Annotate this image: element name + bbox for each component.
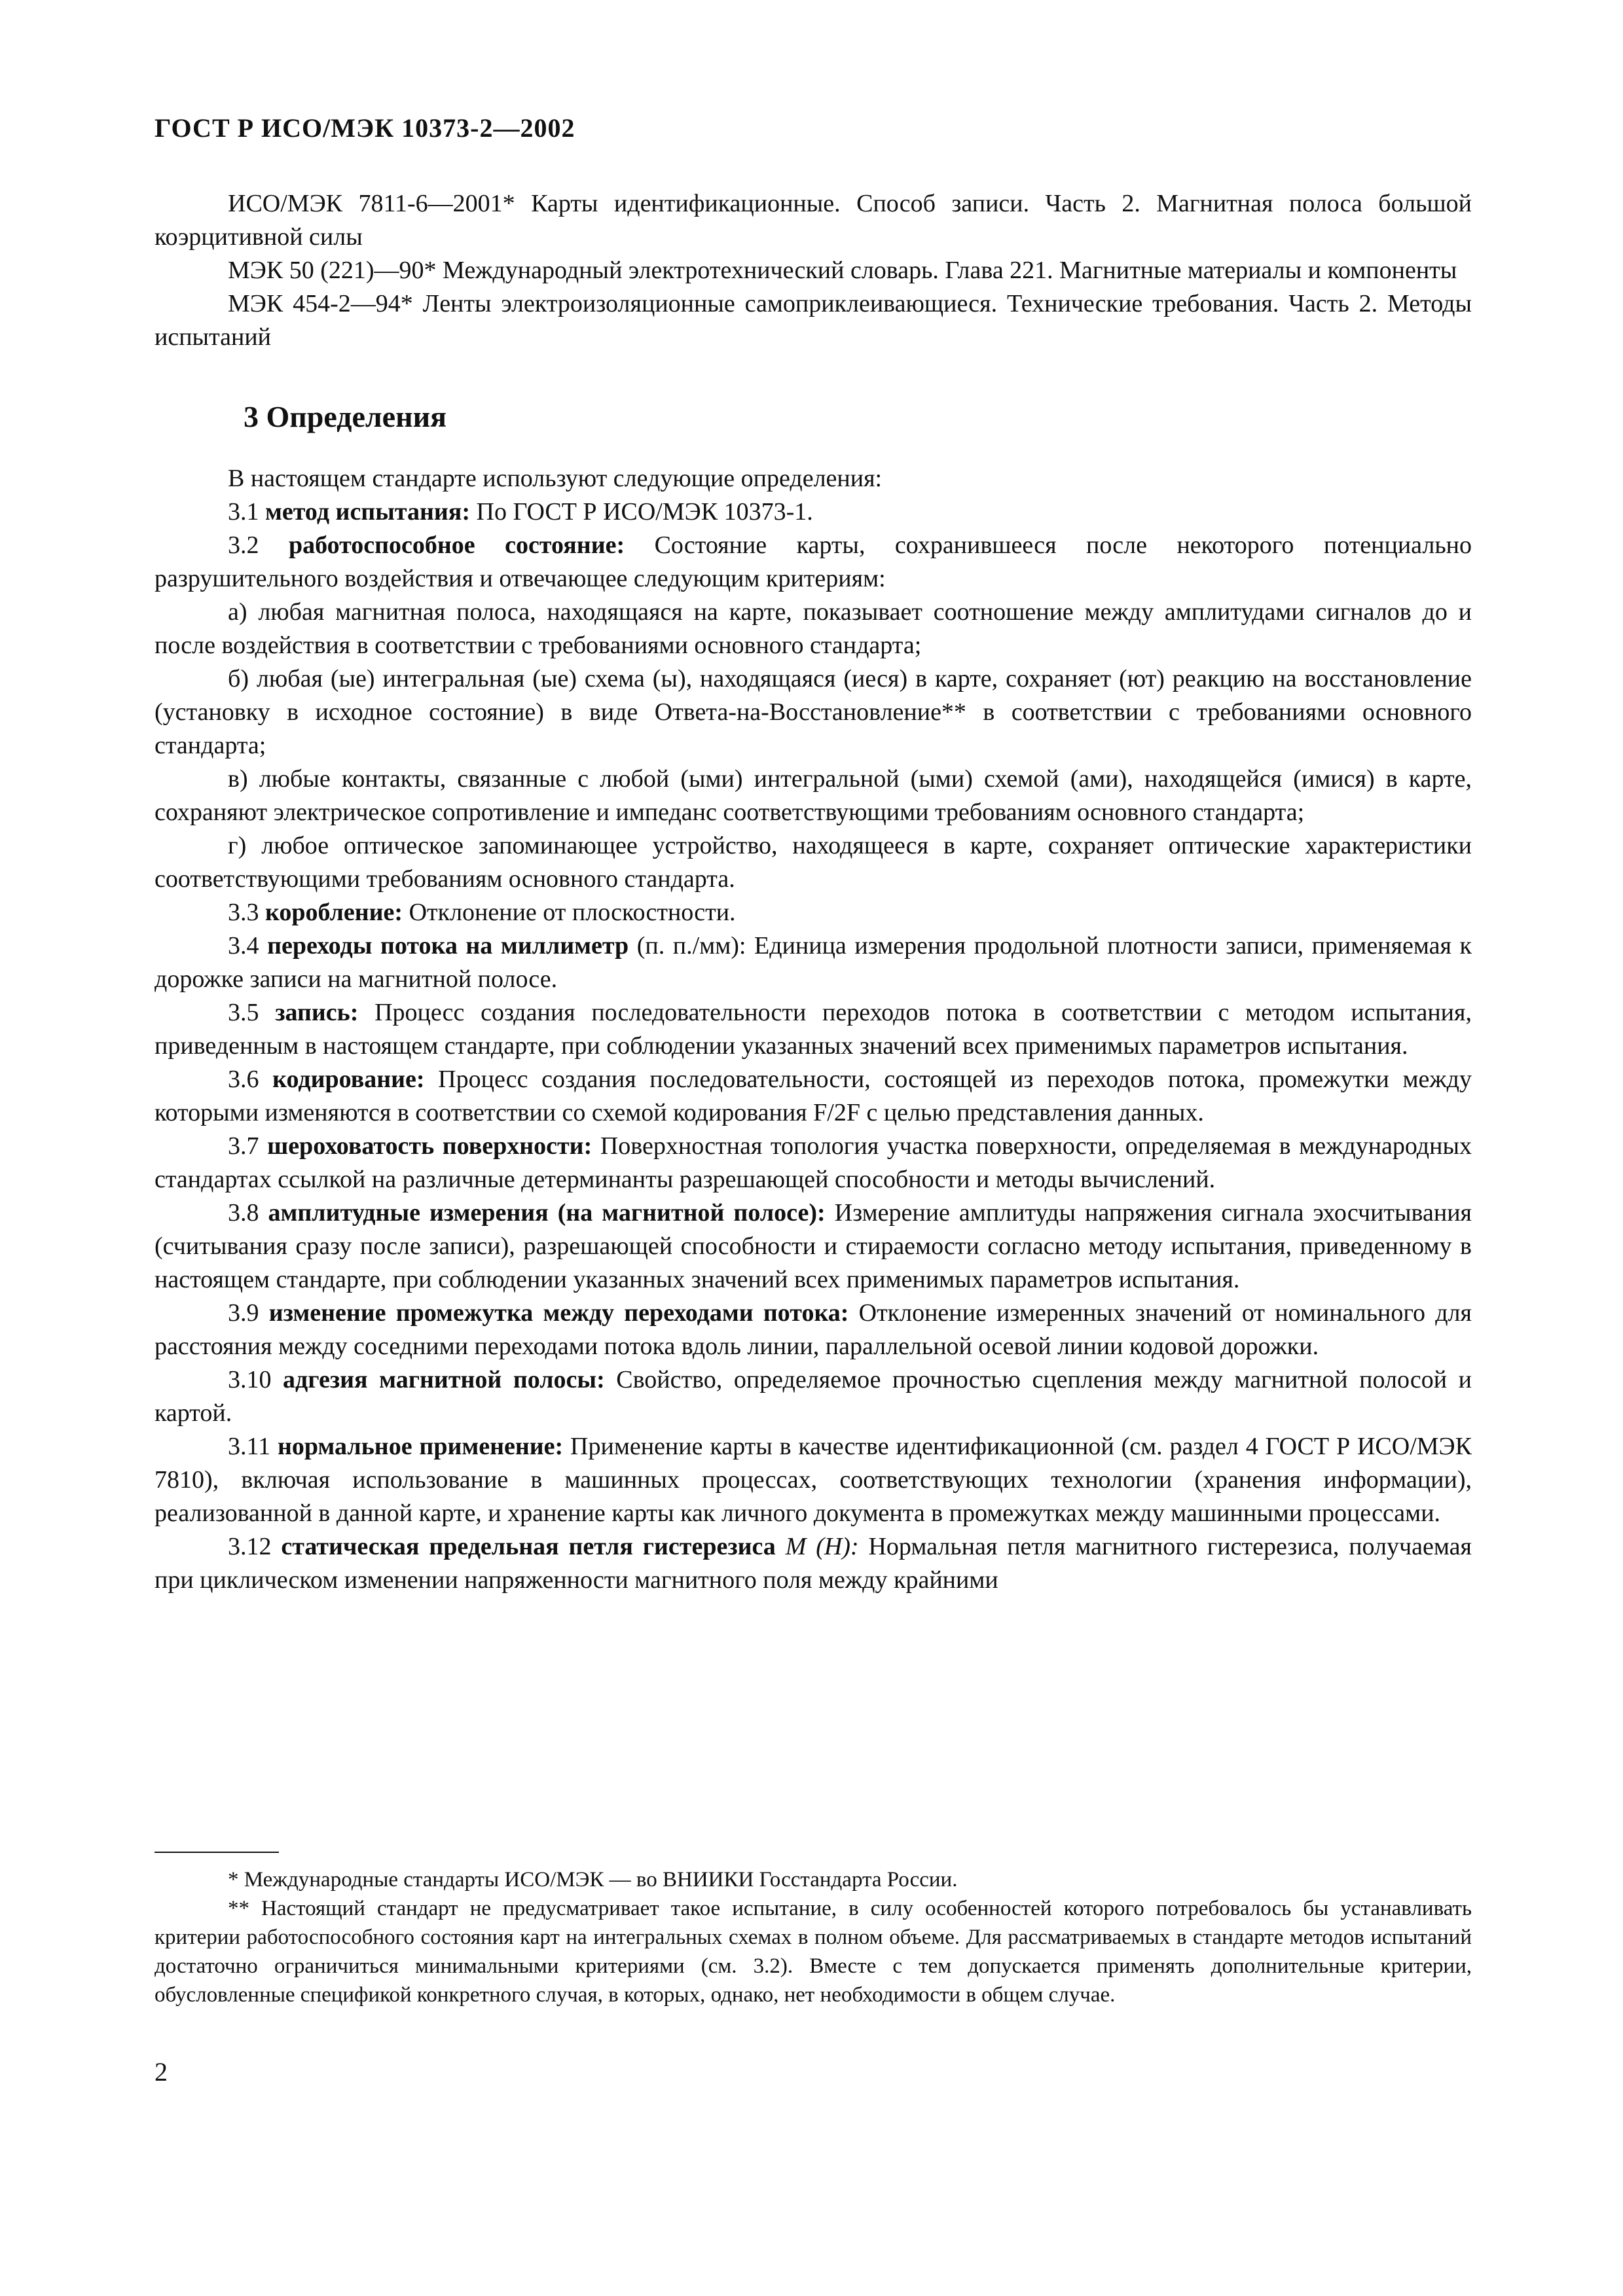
definition-term: статическая предельная петля гистерезиса <box>281 1533 776 1560</box>
definition-3-7 <box>155 1130 1472 1196</box>
footnote: * Международные стандарты ИСО/МЭК — во ВНИИКИ Госстандарта России. <box>228 1868 958 1892</box>
definition-term: шероховатость поверхности: <box>267 1132 593 1160</box>
definition-number: 3.2 <box>228 531 259 559</box>
definition-number: 3.1 <box>228 498 259 526</box>
definition-3-1 <box>155 495 1472 529</box>
criterion-item: в) любые контакты, связанные с любой (ыми) интегральной (ыми) схемой (ами), находящейся (имися) в карте, сохраняют электрическое сопротивление и импеданс соответствующими требованиям основного стандарта; <box>155 765 1472 826</box>
definition-number: 3.8 <box>228 1199 259 1227</box>
criterion-item: б) любая (ые) интегральная (ые) схема (ы), находящаяся (иеся) в карте, сохраняет (ют) реакцию на восстановление (установку в исходное состояние) в виде Ответа-на-Восстановление** в соответствии с требованиями основного стандарта; <box>155 665 1472 759</box>
definition-text: Применение карты в качестве идентификационной (см. раздел 4 ГОСТ Р ИСО/МЭК 7810), включая использование в машинных процессах, соответствующих технологии (хранения информации), реализованной в данной карте, и хранение карты как личного документа в промежутках между машинными процессами. <box>155 1433 1472 1527</box>
definition-term: нормальное применение: <box>277 1433 564 1460</box>
definition-text: Отклонение от плоскостности. <box>403 899 736 926</box>
definition-number: 3.5 <box>228 999 259 1026</box>
definition-3-6 <box>155 1063 1472 1130</box>
definition-number: 3.11 <box>228 1433 271 1460</box>
definition-symbol: M (H): <box>785 1533 859 1560</box>
definition-term: работоспособное состояние: <box>288 531 625 559</box>
definition-number: 3.9 <box>228 1299 259 1327</box>
criterion-item: г) любое оптическое запоминающее устройство, находящееся в карте, сохраняет оптические характеристики соответствующими требованиям основного стандарта. <box>155 832 1472 893</box>
definition-text: (п. п./мм): Единица измерения продольной плотности записи, применяемая к дорожке записи на магнитной полосе. <box>155 932 1472 993</box>
definition-3-3 <box>155 896 1472 929</box>
footnote-divider <box>155 1852 279 1853</box>
document-body <box>155 187 1472 1597</box>
reference-entry: МЭК 454-2—94* Ленты электроизоляционные самоприклеивающиеся. Технические требования. Часть 2. Методы испытаний <box>155 290 1472 351</box>
section-title: 3 Определения <box>244 400 447 433</box>
reference-entry: МЭК 50 (221)—90* Международный электротехнический словарь. Глава 221. Магнитные материалы и компоненты <box>228 257 1457 284</box>
definition-term: метод испытания: <box>265 498 470 526</box>
definition-term: переходы потока на миллиметр <box>267 932 629 960</box>
definition-text: Процесс создания последовательности, состоящей из переходов потока, промежутки между которыми изменяются в соответствии со схемой кодирования F/2F с целью представления данных. <box>155 1066 1472 1126</box>
definition-3-10 <box>155 1363 1472 1430</box>
definition-text: По ГОСТ Р ИСО/МЭК 10373-1. <box>470 498 813 526</box>
definition-text: Измерение амплитуды напряжения сигнала эхосчитывания (считывания сразу после записи), разрешающей способности и стираемости согласно методу испытания, приведенному в настоящем стандарте, при соблюдении указанных значений всех применимых параметров испытания. <box>155 1199 1472 1293</box>
definition-text: Свойство, определяемое прочностью сцепления между магнитной полосой и картой. <box>155 1366 1472 1427</box>
definition-text: Процесс создания последовательности переходов потока в соответствии с методом испытания, приведенным в настоящем стандарте, при соблюдении указанных значений всех применимых параметров испытания. <box>155 999 1472 1060</box>
page-number: 2 <box>155 2057 168 2087</box>
reference-entry: ИСО/МЭК 7811-6—2001* Карты идентификационные. Способ записи. Часть 2. Магнитная полоса большой коэрцитивной силы <box>155 190 1472 251</box>
definition-text: Нормальная петля магнитного гистерезиса, получаемая при циклическом изменении напряженности магнитного поля между крайними <box>155 1533 1472 1594</box>
definition-number: 3.6 <box>228 1066 259 1093</box>
definition-term: коробление: <box>265 899 403 926</box>
criterion-item: а) любая магнитная полоса, находящаяся на карте, показывает соотношение между амплитудами сигналов до и после воздействия в соответствии с требованиями основного стандарта; <box>155 598 1472 659</box>
definition-number: 3.12 <box>228 1533 272 1560</box>
definition-number: 3.4 <box>228 932 259 960</box>
definition-number: 3.7 <box>228 1132 259 1160</box>
definition-term: запись: <box>275 999 359 1026</box>
section-intro: В настоящем стандарте используют следующие определения: <box>228 465 883 492</box>
footnotes <box>155 1865 1472 2009</box>
definition-term: амплитудные измерения (на магнитной полосе): <box>268 1199 826 1227</box>
definition-3-12 <box>155 1530 1472 1597</box>
definition-text: Поверхностная топология участка поверхности, определяемая в международных стандартах ссылкой на различные детерминанты разрешающей способности и методы вычислений. <box>155 1132 1472 1193</box>
definition-3-11 <box>155 1430 1472 1530</box>
definition-term: кодирование: <box>272 1066 425 1093</box>
definition-term: изменение промежутка между переходами потока: <box>268 1299 849 1327</box>
definition-3-5 <box>155 996 1472 1063</box>
definition-number: 3.3 <box>228 899 259 926</box>
definition-3-2 <box>155 529 1472 596</box>
definition-text: Отклонение измеренных значений от номинального для расстояния между соседними переходами потока вдоль линии, параллельной осевой линии кодовой дорожки. <box>155 1299 1472 1360</box>
document-header: ГОСТ Р ИСО/МЭК 10373-2—2002 <box>155 113 575 143</box>
definition-3-9 <box>155 1297 1472 1363</box>
definition-3-8 <box>155 1196 1472 1297</box>
definition-text: Состояние карты, сохранившееся после некоторого потенциально разрушительного воздействия и отвечающее следующим критериям: <box>155 531 1472 592</box>
definition-3-4 <box>155 929 1472 996</box>
footnote: ** Настоящий стандарт не предусматривает такое испытание, в силу особенностей которого потребовалось бы устанавливать критерии работоспособного состояния карт на интегральных схемах в полном объеме. Для рассматриваемых в стандарте методов испытаний достаточно ограничиться минимальными критериями (см. 3.2). Вместе с тем допускается применять дополнительные критерии, обусловленные спецификой конкретного случая, в которых, однако, нет необходимости в общем случае. <box>155 1897 1472 2007</box>
definition-number: 3.10 <box>228 1366 272 1393</box>
definition-term: адгезия магнитной полосы: <box>283 1366 605 1393</box>
